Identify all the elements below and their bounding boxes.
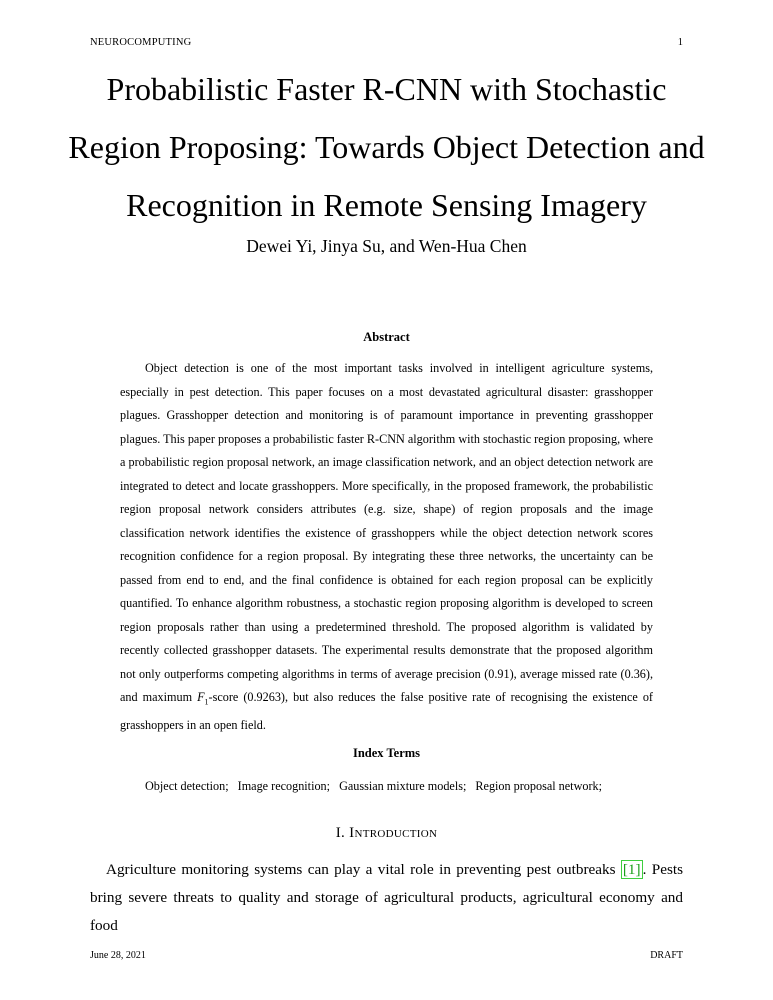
running-header-journal: NEUROCOMPUTING: [90, 37, 192, 48]
f1-symbol-subscript: 1: [204, 697, 209, 707]
section-heading-introduction: [60, 825, 713, 842]
citation-link[interactable]: [1]: [622, 861, 641, 878]
abstract-text: [120, 357, 653, 737]
f1-symbol-letter: F: [197, 690, 205, 704]
section-title: Introduction: [349, 825, 438, 841]
abstract-text-part2: -score (0.9263), but also reduces the false positive rate of recognising the existence of grasshoppers in an open field.: [120, 690, 653, 732]
index-term: Gaussian mixture models;: [339, 779, 467, 793]
introduction-text-part2: . Pests bring severe threats to quality and storage of agricultural products, agricultural economy and food: [90, 861, 683, 934]
footer-date: June 28, 2021: [90, 950, 146, 961]
index-term: Image recognition;: [237, 779, 331, 793]
abstract-heading: Abstract: [363, 330, 410, 344]
footer-status: DRAFT: [650, 950, 683, 961]
page-number: 1: [677, 37, 683, 48]
f1-symbol: [197, 690, 209, 707]
index-term: Region proposal network;: [475, 779, 603, 793]
paper-title: Probabilistic Faster R-CNN with Stochastic Region Proposing: Towards Object Detection and Recognition in Remote Sensing Imagery: [68, 71, 705, 223]
introduction-text-part1: Agriculture monitoring systems can play a vital role in preventing pest outbreaks: [106, 861, 621, 878]
introduction-text: [90, 856, 683, 940]
abstract-text-part1: Object detection is one of the most important tasks involved in intelligent agriculture systems, especially in pest detection. This paper focuses on a most devastated agricultural disaster: grasshopper plagues. Grasshopper detection and monitoring is of paramount importance in preventing grasshopper plagues. This paper proposes a probabilistic faster R-CNN algorithm with stochastic region proposing, where a probabilistic region proposal network, an image classification network, and an object detection network are integrated to detect and locate grasshoppers. More specifically, in the proposed framework, the probabilistic region proposal network considers attributes (e.g. size, shape) of region proposals and the image classification network identifies the existence of grasshoppers while the object detection network scores recognition confidence for a region proposal. By integrating these three networks, the uncertainty can be passed from end to end, and the final confidence is obtained for each region proposal can be explicitly quantified. To enhance algorithm robustness, a stochastic region proposing algorithm is developed to screen region proposals rather than using a predetermined threshold. The proposed algorithm is validated by recently collected grasshopper datasets. The experimental results demonstrate that the proposed algorithm not only outperforms competing algorithms in terms of average precision (0.91), average missed rate (0.36), and maximum: [120, 361, 653, 704]
index-terms-heading: Index Terms: [352, 746, 421, 760]
index-term: Object detection;: [145, 779, 229, 793]
paper-authors: Dewei Yi, Jinya Su, and Wen-Hua Chen: [246, 236, 527, 256]
section-numeral: I.: [335, 825, 350, 841]
index-terms-list: [145, 779, 608, 794]
